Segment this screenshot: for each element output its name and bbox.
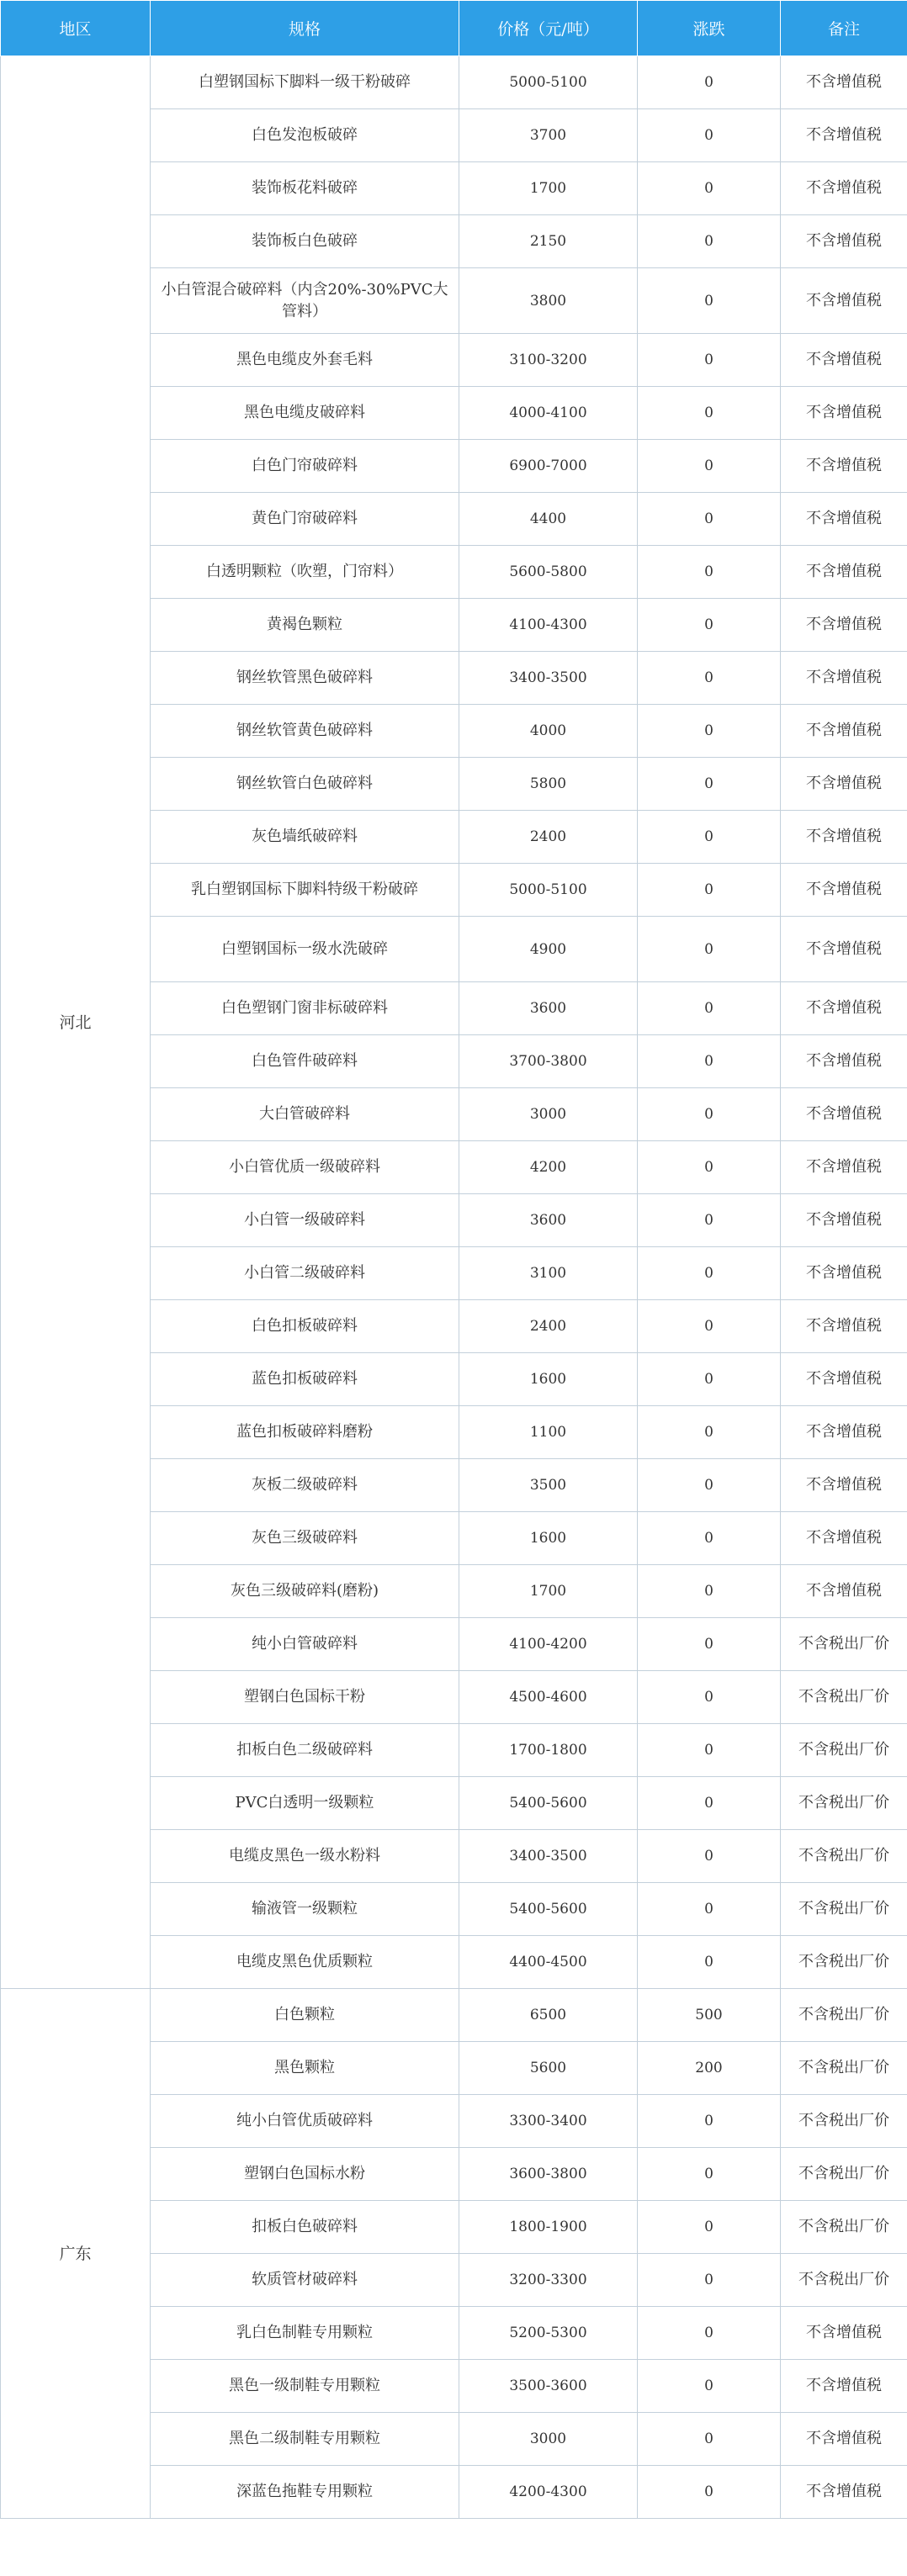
price-cell: 3100 — [459, 1247, 638, 1300]
change-cell: 0 — [638, 56, 781, 109]
change-cell: 0 — [638, 2466, 781, 2519]
note-cell: 不含税出厂价 — [781, 1777, 907, 1830]
price-cell: 2400 — [459, 1300, 638, 1353]
spec-cell: 输液管一级颗粒 — [151, 1883, 459, 1936]
note-cell: 不含增值税 — [781, 917, 907, 982]
spec-cell: 软质管材破碎料 — [151, 2254, 459, 2307]
price-cell: 1700-1800 — [459, 1724, 638, 1777]
change-cell: 0 — [638, 1565, 781, 1618]
price-cell: 5200-5300 — [459, 2307, 638, 2360]
change-cell: 0 — [638, 917, 781, 982]
note-cell: 不含税出厂价 — [781, 1724, 907, 1777]
change-cell: 0 — [638, 334, 781, 387]
note-cell: 不含增值税 — [781, 652, 907, 705]
note-cell: 不含税出厂价 — [781, 1671, 907, 1724]
region-cell: 广东 — [1, 1989, 151, 2519]
spec-cell: 黑色电缆皮外套毛料 — [151, 334, 459, 387]
price-cell: 1100 — [459, 1406, 638, 1459]
change-cell: 0 — [638, 811, 781, 864]
spec-cell: 电缆皮黑色一级水粉料 — [151, 1830, 459, 1883]
spec-cell: 钢丝软管黄色破碎料 — [151, 705, 459, 758]
spec-cell: 小白管混合破碎料（内含20%-30%PVC大管料） — [151, 268, 459, 334]
price-cell: 1700 — [459, 1565, 638, 1618]
change-cell: 0 — [638, 387, 781, 440]
spec-cell: 白色门帘破碎料 — [151, 440, 459, 493]
spec-cell: 扣板白色二级破碎料 — [151, 1724, 459, 1777]
change-cell: 0 — [638, 1035, 781, 1088]
price-cell: 3000 — [459, 1088, 638, 1141]
change-cell: 0 — [638, 2148, 781, 2201]
note-cell: 不含增值税 — [781, 2466, 907, 2519]
price-cell: 3800 — [459, 268, 638, 334]
change-cell: 0 — [638, 1618, 781, 1671]
note-cell: 不含增值税 — [781, 1247, 907, 1300]
spec-cell: 塑钢白色国标干粉 — [151, 1671, 459, 1724]
note-cell: 不含税出厂价 — [781, 1830, 907, 1883]
header-note: 备注 — [781, 1, 907, 56]
price-cell: 6500 — [459, 1989, 638, 2042]
change-cell: 0 — [638, 440, 781, 493]
change-cell: 0 — [638, 2254, 781, 2307]
change-cell: 0 — [638, 1194, 781, 1247]
spec-cell: 白色塑钢门窗非标破碎料 — [151, 982, 459, 1035]
spec-cell: 钢丝软管白色破碎料 — [151, 758, 459, 811]
note-cell: 不含增值税 — [781, 2360, 907, 2413]
note-cell: 不含增值税 — [781, 1406, 907, 1459]
note-cell: 不含增值税 — [781, 2307, 907, 2360]
price-cell: 3700 — [459, 109, 638, 162]
spec-cell: 黑色颗粒 — [151, 2042, 459, 2095]
note-cell: 不含增值税 — [781, 2413, 907, 2466]
spec-cell: 小白管一级破碎料 — [151, 1194, 459, 1247]
note-cell: 不含增值税 — [781, 982, 907, 1035]
price-cell: 3600 — [459, 982, 638, 1035]
note-cell: 不含税出厂价 — [781, 1989, 907, 2042]
price-cell: 5400-5600 — [459, 1777, 638, 1830]
change-cell: 0 — [638, 864, 781, 917]
price-cell: 5000-5100 — [459, 56, 638, 109]
change-cell: 0 — [638, 1088, 781, 1141]
spec-cell: 小白管二级破碎料 — [151, 1247, 459, 1300]
change-cell: 0 — [638, 546, 781, 599]
spec-cell: 白色发泡板破碎 — [151, 109, 459, 162]
price-cell: 4000 — [459, 705, 638, 758]
spec-cell: 黄褐色颗粒 — [151, 599, 459, 652]
spec-cell: 钢丝软管黑色破碎料 — [151, 652, 459, 705]
change-cell: 0 — [638, 1300, 781, 1353]
price-cell: 1600 — [459, 1353, 638, 1406]
change-cell: 0 — [638, 599, 781, 652]
change-cell: 0 — [638, 758, 781, 811]
price-cell: 5400-5600 — [459, 1883, 638, 1936]
price-cell: 3300-3400 — [459, 2095, 638, 2148]
note-cell: 不含增值税 — [781, 387, 907, 440]
price-cell: 2150 — [459, 215, 638, 268]
price-cell: 3000 — [459, 2413, 638, 2466]
change-cell: 0 — [638, 1883, 781, 1936]
note-cell: 不含增值税 — [781, 758, 907, 811]
note-cell: 不含增值税 — [781, 268, 907, 334]
price-cell: 4500-4600 — [459, 1671, 638, 1724]
price-cell: 4900 — [459, 917, 638, 982]
spec-cell: 灰色墙纸破碎料 — [151, 811, 459, 864]
note-cell: 不含增值税 — [781, 109, 907, 162]
note-cell: 不含税出厂价 — [781, 1936, 907, 1989]
change-cell: 0 — [638, 982, 781, 1035]
price-cell: 5600 — [459, 2042, 638, 2095]
note-cell: 不含税出厂价 — [781, 2095, 907, 2148]
table-header — [1, 1, 907, 56]
price-cell: 6900-7000 — [459, 440, 638, 493]
table-body — [1, 56, 907, 2519]
change-cell: 0 — [638, 705, 781, 758]
note-cell: 不含税出厂价 — [781, 2254, 907, 2307]
change-cell: 500 — [638, 1989, 781, 2042]
change-cell: 0 — [638, 1459, 781, 1512]
note-cell: 不含增值税 — [781, 440, 907, 493]
price-cell: 5600-5800 — [459, 546, 638, 599]
price-cell: 4400-4500 — [459, 1936, 638, 1989]
change-cell: 0 — [638, 2307, 781, 2360]
note-cell: 不含增值税 — [781, 1194, 907, 1247]
spec-cell: 电缆皮黑色优质颗粒 — [151, 1936, 459, 1989]
price-cell: 3600 — [459, 1194, 638, 1247]
note-cell: 不含增值税 — [781, 162, 907, 215]
note-cell: 不含税出厂价 — [781, 2148, 907, 2201]
price-cell: 3400-3500 — [459, 1830, 638, 1883]
spec-cell: 纯小白管优质破碎料 — [151, 2095, 459, 2148]
price-cell: 3200-3300 — [459, 2254, 638, 2307]
spec-cell: PVC白透明一级颗粒 — [151, 1777, 459, 1830]
table-row — [1, 1989, 907, 2042]
spec-cell: 黑色一级制鞋专用颗粒 — [151, 2360, 459, 2413]
price-cell: 1600 — [459, 1512, 638, 1565]
note-cell: 不含增值税 — [781, 1512, 907, 1565]
spec-cell: 乳白色制鞋专用颗粒 — [151, 2307, 459, 2360]
note-cell: 不含增值税 — [781, 1353, 907, 1406]
header-change: 涨跌 — [638, 1, 781, 56]
change-cell: 0 — [638, 2201, 781, 2254]
change-cell: 200 — [638, 2042, 781, 2095]
change-cell: 0 — [638, 652, 781, 705]
note-cell: 不含增值税 — [781, 56, 907, 109]
spec-cell: 白透明颗粒（吹塑，门帘料） — [151, 546, 459, 599]
spec-cell: 装饰板白色破碎 — [151, 215, 459, 268]
price-cell: 4200 — [459, 1141, 638, 1194]
change-cell: 0 — [638, 1671, 781, 1724]
spec-cell: 黑色电缆皮破碎料 — [151, 387, 459, 440]
price-cell: 5800 — [459, 758, 638, 811]
note-cell: 不含增值税 — [781, 1035, 907, 1088]
price-cell: 1800-1900 — [459, 2201, 638, 2254]
note-cell: 不含税出厂价 — [781, 1883, 907, 1936]
header-price: 价格（元/吨） — [459, 1, 638, 56]
spec-cell: 扣板白色破碎料 — [151, 2201, 459, 2254]
table-row — [1, 56, 907, 109]
spec-cell: 蓝色扣板破碎料 — [151, 1353, 459, 1406]
price-cell: 3700-3800 — [459, 1035, 638, 1088]
price-cell: 3600-3800 — [459, 2148, 638, 2201]
price-cell: 4000-4100 — [459, 387, 638, 440]
spec-cell: 蓝色扣板破碎料磨粉 — [151, 1406, 459, 1459]
spec-cell: 黑色二级制鞋专用颗粒 — [151, 2413, 459, 2466]
note-cell: 不含增值税 — [781, 705, 907, 758]
change-cell: 0 — [638, 1936, 781, 1989]
price-cell: 5000-5100 — [459, 864, 638, 917]
change-cell: 0 — [638, 1830, 781, 1883]
note-cell: 不含税出厂价 — [781, 2042, 907, 2095]
spec-cell: 深蓝色拖鞋专用颗粒 — [151, 2466, 459, 2519]
price-cell: 4100-4300 — [459, 599, 638, 652]
note-cell: 不含增值税 — [781, 546, 907, 599]
change-cell: 0 — [638, 109, 781, 162]
change-cell: 0 — [638, 162, 781, 215]
spec-cell: 白色扣板破碎料 — [151, 1300, 459, 1353]
price-cell: 4100-4200 — [459, 1618, 638, 1671]
spec-cell: 灰色三级破碎料(磨粉) — [151, 1565, 459, 1618]
spec-cell: 小白管优质一级破碎料 — [151, 1141, 459, 1194]
note-cell: 不含增值税 — [781, 493, 907, 546]
spec-cell: 纯小白管破碎料 — [151, 1618, 459, 1671]
note-cell: 不含增值税 — [781, 1459, 907, 1512]
spec-cell: 白塑钢国标下脚料一级干粉破碎 — [151, 56, 459, 109]
change-cell: 0 — [638, 1512, 781, 1565]
spec-cell: 灰色三级破碎料 — [151, 1512, 459, 1565]
price-cell: 3400-3500 — [459, 652, 638, 705]
region-cell: 河北 — [1, 56, 151, 1989]
change-cell: 0 — [638, 1353, 781, 1406]
note-cell: 不含增值税 — [781, 811, 907, 864]
note-cell: 不含增值税 — [781, 334, 907, 387]
price-cell: 4200-4300 — [459, 2466, 638, 2519]
note-cell: 不含增值税 — [781, 1141, 907, 1194]
price-cell: 4400 — [459, 493, 638, 546]
price-cell: 3500 — [459, 1459, 638, 1512]
note-cell: 不含税出厂价 — [781, 1618, 907, 1671]
change-cell: 0 — [638, 2095, 781, 2148]
change-cell: 0 — [638, 2413, 781, 2466]
change-cell: 0 — [638, 2360, 781, 2413]
price-cell: 3500-3600 — [459, 2360, 638, 2413]
note-cell: 不含增值税 — [781, 864, 907, 917]
spec-cell: 装饰板花料破碎 — [151, 162, 459, 215]
note-cell: 不含税出厂价 — [781, 2201, 907, 2254]
spec-cell: 白色管件破碎料 — [151, 1035, 459, 1088]
spec-cell: 白塑钢国标一级水洗破碎 — [151, 917, 459, 982]
note-cell: 不含增值税 — [781, 1565, 907, 1618]
note-cell: 不含增值税 — [781, 599, 907, 652]
spec-cell: 灰板二级破碎料 — [151, 1459, 459, 1512]
header-row — [1, 1, 907, 56]
note-cell: 不含增值税 — [781, 215, 907, 268]
spec-cell: 大白管破碎料 — [151, 1088, 459, 1141]
change-cell: 0 — [638, 1406, 781, 1459]
header-region: 地区 — [1, 1, 151, 56]
spec-cell: 黄色门帘破碎料 — [151, 493, 459, 546]
note-cell: 不含增值税 — [781, 1088, 907, 1141]
header-spec: 规格 — [151, 1, 459, 56]
change-cell: 0 — [638, 1724, 781, 1777]
change-cell: 0 — [638, 215, 781, 268]
change-cell: 0 — [638, 493, 781, 546]
change-cell: 0 — [638, 1777, 781, 1830]
price-cell: 2400 — [459, 811, 638, 864]
spec-cell: 白色颗粒 — [151, 1989, 459, 2042]
note-cell: 不含增值税 — [781, 1300, 907, 1353]
price-cell: 1700 — [459, 162, 638, 215]
change-cell: 0 — [638, 1247, 781, 1300]
change-cell: 0 — [638, 268, 781, 334]
price-cell: 3100-3200 — [459, 334, 638, 387]
spec-cell: 塑钢白色国标水粉 — [151, 2148, 459, 2201]
change-cell: 0 — [638, 1141, 781, 1194]
spec-cell: 乳白塑钢国标下脚料特级干粉破碎 — [151, 864, 459, 917]
